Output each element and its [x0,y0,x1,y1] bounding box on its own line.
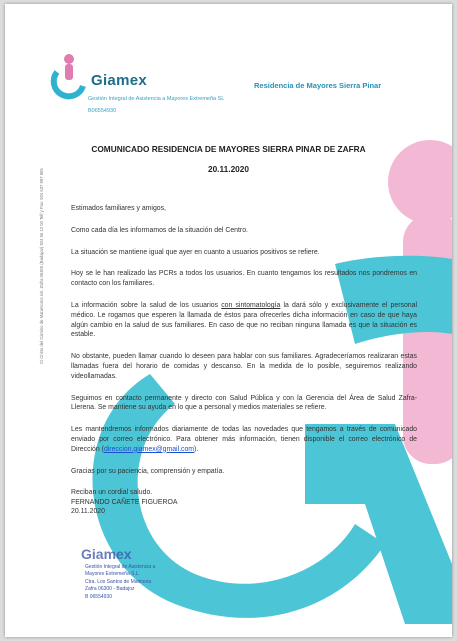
paragraph-3: Hoy se le han realizado las PCRs a todos los usuarios. En cuanto tengamos los resultados nos pondremos en contacto con los familiares. [71,270,417,288]
signer-name: FERNANDO CAÑETE FIGUEROA [71,498,178,506]
side-address-text: C/ Cristo del Camino de Matamoros s/n. Zafra 06300 (Badajoz) 924 56 12 00 Telf y Fax: 924 637 997 905 [39,168,44,364]
company-stamp [73,546,183,610]
letter-body [71,204,417,517]
greeting: Estimados familiares y amigos, [71,205,166,212]
document-title: COMUNICADO RESIDENCIA DE MAYORES SIERRA PINAR DE ZAFRA [91,144,366,154]
closing-salutation: Reciban un cordial saludo. [71,489,153,497]
brand-tax-id: B06554930 [88,108,117,114]
direction-email-link[interactable]: direccion.giamex@gmail.com [103,445,195,453]
paragraph-7 [71,425,417,454]
stamp-line-3: Ctra. Los Santos de Maimona [85,579,152,585]
paragraph-7-end: ). [194,445,199,453]
stamp-line-4: Zafra 06300 - Badajoz [85,586,135,592]
paragraph-4-end: la dará sólo y exclusivamente el personal médico. Le rogamos que esperen la llamada de éstos para ofrecerles dicha información en caso de que haya algún cambio en la salud de sus familiares. En caso de que no reciban ninguna llamada es que la situación es estable. [71,301,417,339]
stamp-line-2: Mayores Extremeña S.L [85,571,139,577]
paragraph-2: La situación se mantiene igual que ayer en cuanto a usuarios positivos se refiere. [71,248,320,256]
stamp-line-1: Gestión Integral de Asistencia a [85,564,156,570]
document-page [5,4,452,637]
paragraph-4-start: La información sobre la salud de los usuarios [71,301,222,309]
paragraph-8: Gracias por su paciencia, comprensión y empatía. [71,467,225,475]
brand-subtitle: Gestión Integral de Asistencia a Mayores Extremeña SL [88,96,225,102]
brand-name: Giamex [91,72,147,89]
stamp-line-5: B 06554930 [85,594,112,600]
giamex-logo-icon [45,50,93,102]
paragraph-6: Seguimos en contacto permanente y directo con Salud Pública y con la Gerencia del Área de Salud Zafra-Llerena. Se mantiene su ayuda en lo que a personal y medios materiales se refiere. [71,394,417,412]
document-date: 20.11.2020 [207,164,250,174]
paragraph-1: Como cada día les informamos de la situación del Centro. [71,226,248,234]
paragraph-4-underlined: con sintomatología [221,301,281,309]
stamp-brand: Giamex [81,546,132,562]
paragraph-4 [71,301,417,340]
closing-date: 20.11.2020 [71,508,105,516]
closing-block [71,488,417,517]
paragraph-5: No obstante, pueden llamar cuando lo deseen para hablar con sus familiares. Agradeceríamos realizaran estas llamadas fuera del horario de comidas y descanso. En la medida de lo posible, seguiremos realizando videollamadas. [71,353,417,380]
paragraph-7-start: Les mantendremos informados diariamente de todas las novedades que tengamos a través de comunicado enviado por correo electrónico. Para obtener más información, tienen disponible el correo electrónico de Dirección ( [71,426,417,453]
residence-name: Residencia de Mayores Sierra Pinar [254,81,382,90]
